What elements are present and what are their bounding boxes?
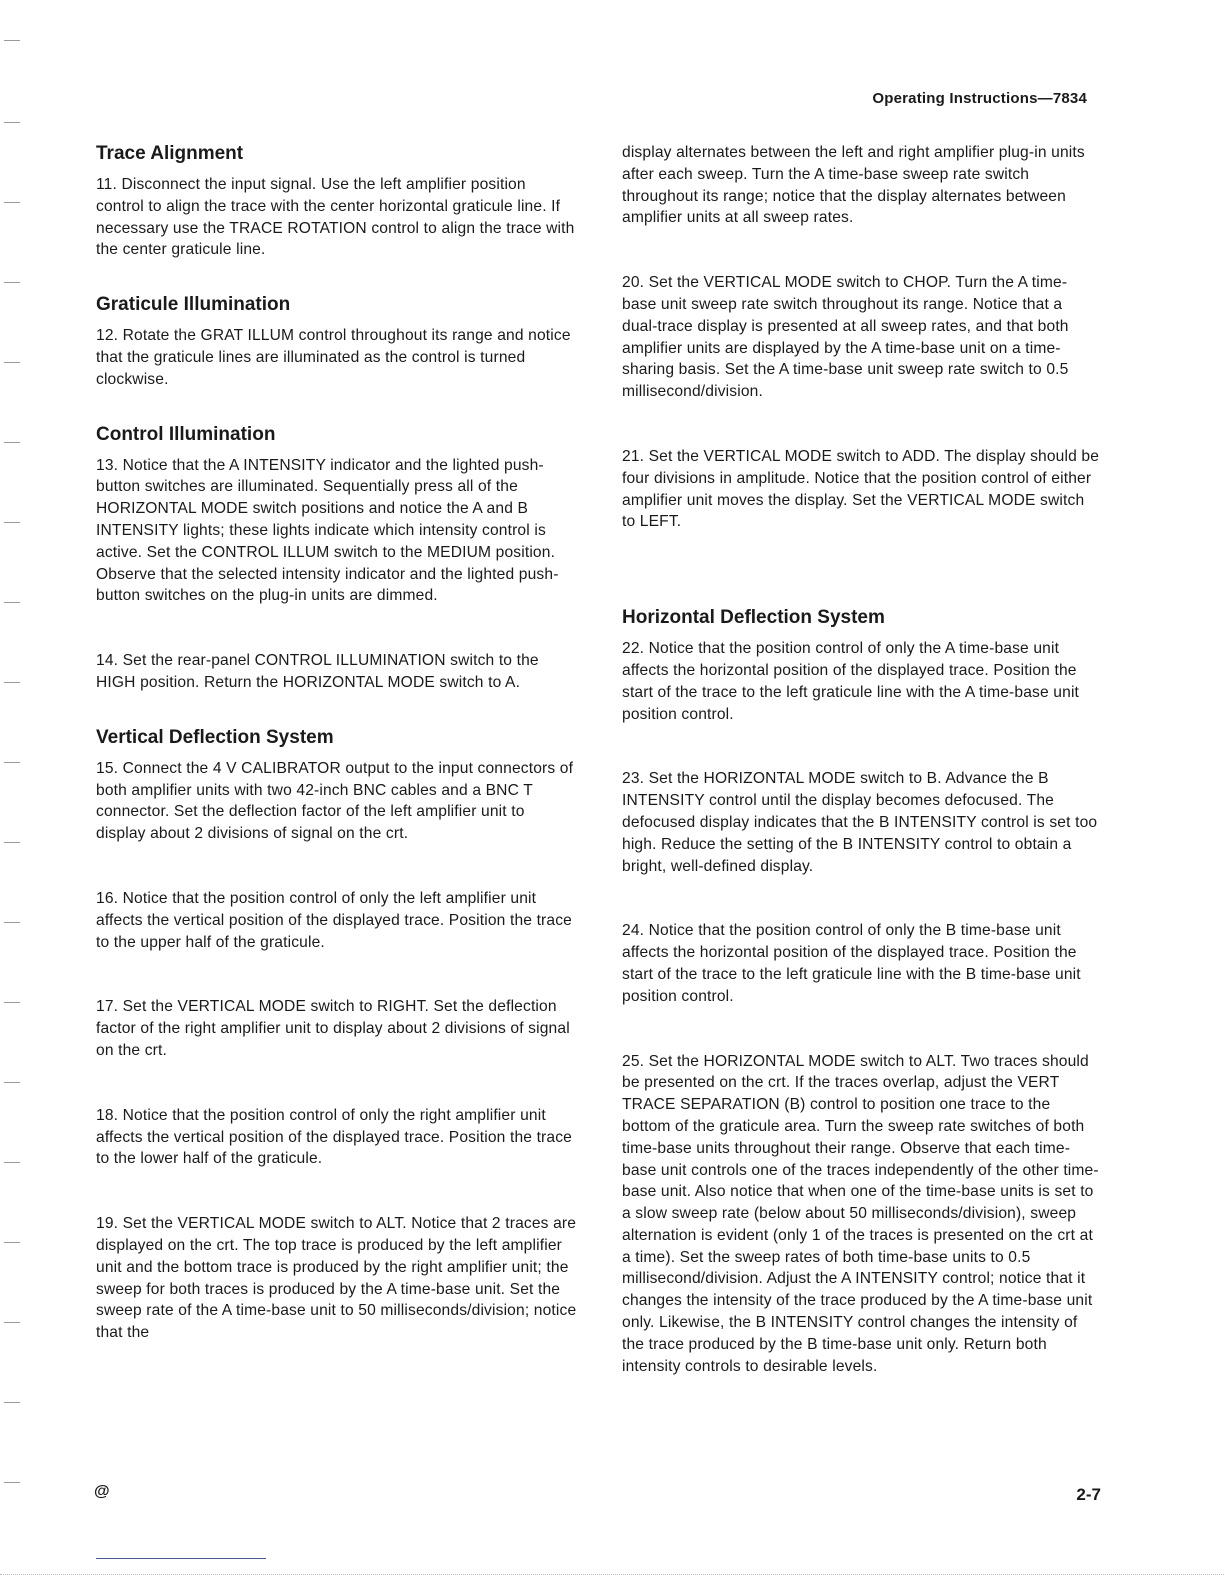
heading-trace-alignment: Trace Alignment	[96, 143, 244, 164]
paragraph-15: 15. Connect the 4 V CALIBRATOR output to the input connectors of both amplifier units with two 42-inch BNC cables and a BNC T connector. Set the deflection factor of the left amplifier unit to display about 2 divisions of signal on the crt.	[96, 759, 574, 843]
paragraph-24: 24. Notice that the position control of only the B time-base unit affects the horizontal position of the displayed trace. Position the start of the trace to the left graticule line with the B time-base unit position control.	[622, 922, 1081, 1005]
paragraph-11: 11. Disconnect the input signal. Use the left amplifier position control to align the trace with the center horizontal graticule line. If necessary use the TRACE ROTATION control to align the trace with the center graticule line.	[96, 176, 575, 259]
paragraph-25: 25. Set the HORIZONTAL MODE switch to ALT. Two traces should be presented on the crt. If the traces overlap, adjust the VERT TRACE SEPARATION (B) control to position one trace to the bottom of the graticule area. Turn the sweep rate switches of both time-base units throughout their range. Observe that each time-base unit controls one of the traces independently of the other time-base unit. Also notice that when one of the time-base units is set to a slow sweep rate (below about 50 milliseconds/division), sweep alternation is evident (only 1 of the traces is presented on the crt at a time). Set the sweep rates of both time-base units to 0.5 millisecond/division. Adjust the A INTENSITY control; notice that it changes the intensity of the trace produced by the A time-base unit only. Likewise, the B INTENSITY control changes the intensity of the trace produced by the B time-base unit only. Return both intensity controls to desirable levels.	[622, 1052, 1099, 1375]
paragraph-21: 21. Set the VERTICAL MODE switch to ADD. The display should be four divisions in amplitude. Notice that the position control of either amplifier unit moves the display. Set the VERTICAL MODE switch to LEFT.	[622, 447, 1100, 531]
paragraph-20: 20. Set the VERTICAL MODE switch to CHOP. Turn the A time-base unit sweep rate switch throughout its range. Notice that a dual-trace display is presented at all sweep rates, and that both amplifier units are displayed by the A time-base unit on a time-sharing basis. Set the A time-base unit sweep rate switch to 0.5 millisecond/division.	[622, 274, 1069, 401]
paragraph-19: 19. Set the VERTICAL MODE switch to ALT. Notice that 2 traces are displayed on the crt. The top trace is produced by the left amplifier unit and the bottom trace is produced by the right amplifier unit; the sweep for both traces is produced by the A time-base unit. Set the sweep rate of the A time-base unit to 50 milliseconds/division; notice that the	[96, 1215, 577, 1342]
running-header: Operating Instructions—7834	[872, 90, 1087, 107]
page-number: 2-7	[1076, 1485, 1101, 1504]
right-column	[622, 142, 1100, 1377]
punch-margin-marks	[0, 0, 30, 1584]
paragraph-13: 13. Notice that the A INTENSITY indicator and the lighted push-button switches are illuminated. Sequentially press all of the HORIZONTAL MODE switch positions and notice the A and B INTENSITY lights; these lights indicate which intensity control is active. Set the CONTROL ILLUM switch to the MEDIUM position. Observe that the selected intensity indicator and the lighted push-button switches on the plug-in units are dimmed.	[96, 456, 559, 605]
heading-vertical-deflection-system: Vertical Deflection System	[96, 726, 334, 748]
bottom-rule	[96, 1558, 266, 1559]
heading-graticule-illumination: Graticule Illumination	[96, 294, 291, 316]
bottom-dotted-line	[0, 1574, 1224, 1576]
paragraph-19-continued: display alternates between the left and right amplifier plug-in units after each sweep. Turn the A time-base sweep rate switch throughout its range; notice that the display alternates between amplifier units at all sweep rates.	[622, 144, 1085, 227]
paragraph-23: 23. Set the HORIZONTAL MODE switch to B. Advance the B INTENSITY control until the display becomes defocused. The defocused display indicates that the B INTENSITY control is set too high. Reduce the setting of the B INTENSITY control to obtain a bright, well-defined display.	[622, 770, 1098, 875]
paragraph-14: 14. Set the rear-panel CONTROL ILLUMINATION switch to the HIGH position. Return the HORIZONTAL MODE switch to A.	[96, 652, 539, 691]
paragraph-22: 22. Notice that the position control of only the A time-base unit affects the horizontal position of the displayed trace. Position the start of the trace to the left graticule line with the A time-base unit position control.	[622, 640, 1080, 723]
paragraph-17: 17. Set the VERTICAL MODE switch to RIGHT. Set the deflection factor of the right amplifier unit to display about 2 divisions of signal on the crt.	[96, 998, 570, 1059]
footer-mark: @	[94, 1483, 110, 1500]
paragraph-18: 18. Notice that the position control of only the right amplifier unit affects the vertical position of the displayed trace. Position the trace to the lower half of the graticule.	[96, 1106, 572, 1168]
heading-control-illumination: Control Illumination	[96, 423, 276, 445]
heading-horizontal-deflection-system: Horizontal Deflection System	[622, 607, 885, 629]
paragraph-16: 16. Notice that the position control of only the left amplifier unit affects the vertical position of the displayed trace. Position the trace to the upper half of the graticule.	[96, 889, 572, 951]
left-column	[96, 142, 578, 1344]
paragraph-12: 12. Rotate the GRAT ILLUM control throughout its range and notice that the graticule lines are illuminated as the control is turned clockwise.	[96, 327, 571, 388]
